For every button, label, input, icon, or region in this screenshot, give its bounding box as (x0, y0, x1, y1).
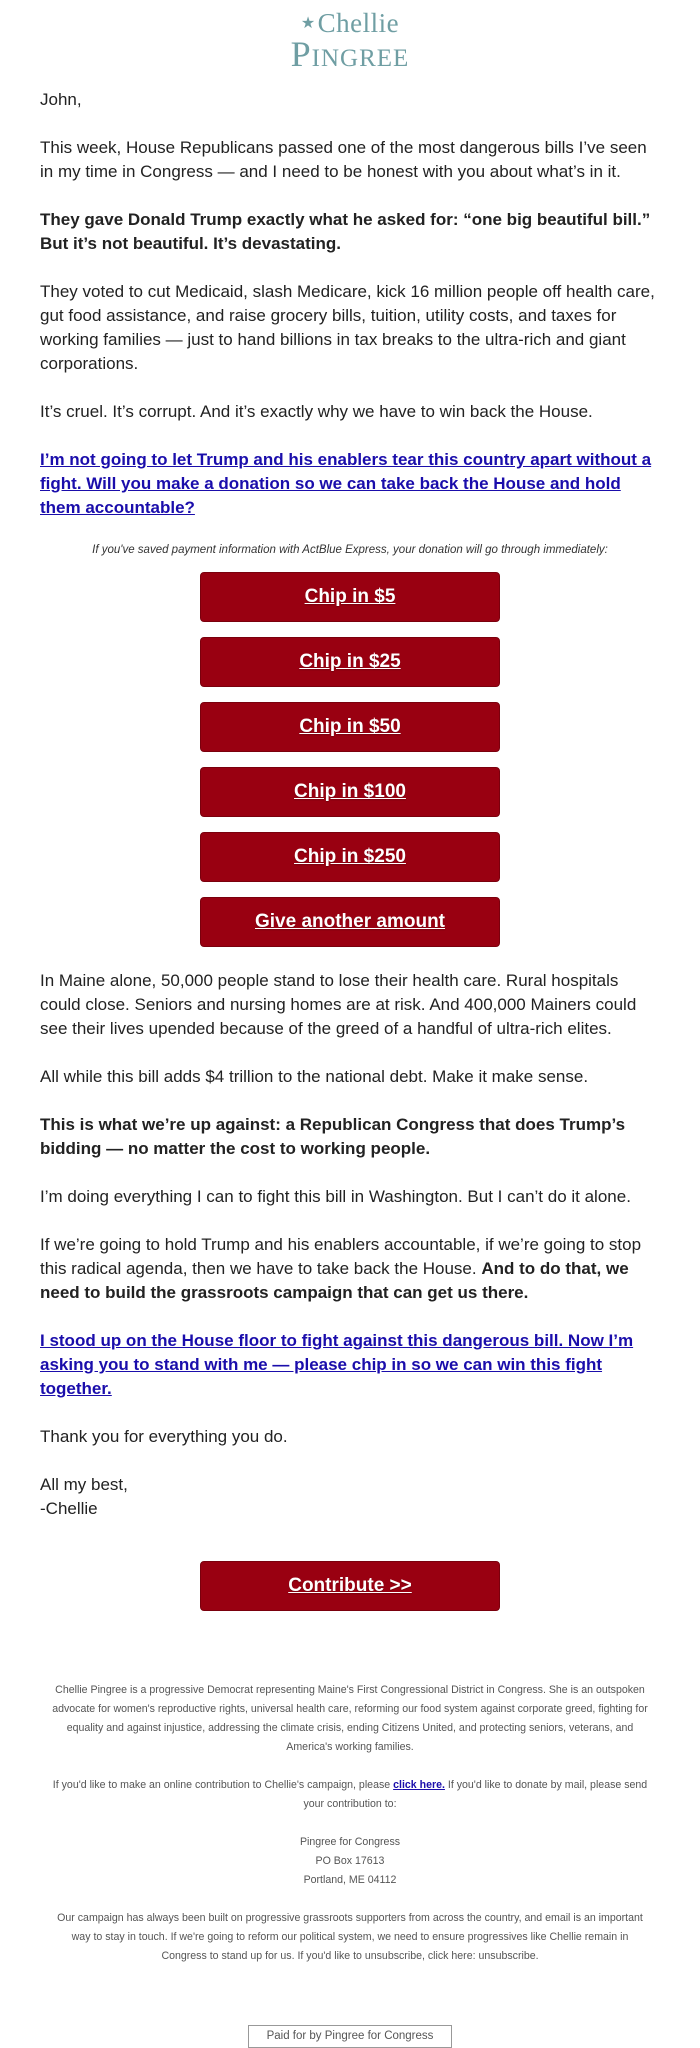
paragraph-8: I’m doing everything I can to fight this bill in Washington. But I can’t do it alone. (40, 1187, 631, 1206)
footer-address (50, 1833, 650, 1890)
paragraph-1: This week, House Republicans passed one of the most dangerous bills I’ve seen in my time in Congress — and I need to be honest with you about what’s in it. (40, 138, 647, 181)
actblue-note: If you've saved payment information with ActBlue Express, your donation will go through immediately: (92, 544, 608, 556)
chip-in-25-button[interactable]: Chip in $25 (200, 637, 500, 687)
signoff-line: All my best, (40, 1475, 128, 1494)
paragraph-2: They gave Donald Trump exactly what he asked for: “one big beautiful bill.” But it’s not beautiful. It’s devastating. (40, 210, 651, 253)
footer-donate (50, 1776, 650, 1814)
footer-donate-pre: If you'd like to make an online contribution to Chellie's campaign, please (52, 1779, 394, 1791)
paragraph-5: In Maine alone, 50,000 people stand to lose their health care. Rural hospitals could close. Seniors and nursing homes are at risk. And 400,000 Mainers could see their lives upended because of the greed of a handful of ultra-rich elites. (40, 971, 637, 1038)
footer-click-here-link[interactable]: click here. (393, 1779, 445, 1791)
footer-grassroots: Our campaign has always been built on progressive grassroots supporters from across the country, and email is an important way to stay in touch. If we're going to reform our political system, we need to ensure progressives like Chellie remain in Congress to stand up for us. If you'd like to unsubscribe, click here: unsubscribe. (57, 1912, 643, 1962)
contribute-button[interactable]: Contribute >> (200, 1561, 500, 1611)
paragraph-3: They voted to cut Medicaid, slash Medicare, kick 16 million people off health care, gut food assistance, and raise grocery bills, tuition, utility costs, and taxes for working families — just to hand billions in tax breaks to the ultra-rich and giant corporations. (40, 282, 655, 373)
footer-donate-post: If you'd like to donate by mail, please send your contribution to: (303, 1779, 648, 1810)
thanks: Thank you for everything you do. (40, 1427, 288, 1446)
paid-for-disclaimer: Paid for by Pingree for Congress (248, 2025, 453, 2048)
paragraph-9-bold: And to do that, we need to build the grassroots campaign that can get us there. (40, 1259, 629, 1302)
paragraph-9-text: If we’re going to hold Trump and his enablers accountable, if we’re going to stop this radical agenda, then we have to take back the House. (40, 1235, 642, 1278)
address-line-3: Portland, ME 04112 (303, 1874, 397, 1886)
paragraph-6: All while this bill adds $4 trillion to the national debt. Make it make sense. (40, 1067, 589, 1086)
address-line-1: Pingree for Congress (299, 1836, 401, 1848)
donation-link-1[interactable]: I’m not going to let Trump and his enablers tear this country apart without a fight. Will you make a donation so we can take back the House and hold them accountable? (40, 450, 652, 517)
chip-in-250-button[interactable]: Chip in $250 (200, 832, 500, 882)
signoff (40, 1473, 660, 1521)
donation-link-2[interactable]: I stood up on the House floor to fight against this dangerous bill. Now I’m asking you to stand with me — please chip in so we can win this fight together. (40, 1331, 634, 1398)
chip-in-50-button[interactable]: Chip in $50 (200, 702, 500, 752)
chip-in-5-button[interactable]: Chip in $5 (200, 572, 500, 622)
logo-bottom-text: Pingree (290, 34, 410, 74)
email-body (40, 0, 660, 2048)
greeting: John, (40, 90, 82, 109)
logo-top-text: Chellie (317, 8, 400, 38)
donation-link-paragraph (40, 448, 660, 520)
footer (40, 1681, 660, 2048)
donation-link-paragraph-2 (40, 1329, 660, 1401)
footer-about: Chellie Pingree is a progressive Democrat representing Maine's First Congressional District in Congress. She is an outspoken advocate for women's reproductive rights, universal health care, reforming our food system against corporate greed, fighting for equality and against injustice, addressing the climate crisis, ending Citizens United, and protecting seniors, veterans, and America's working families. (52, 1684, 648, 1753)
chellie-pingree-logo (40, 0, 660, 74)
paragraph-9 (40, 1233, 660, 1305)
star-icon: ★ (300, 15, 316, 32)
give-another-amount-button[interactable]: Give another amount (200, 897, 500, 947)
chip-in-100-button[interactable]: Chip in $100 (200, 767, 500, 817)
paragraph-7: This is what we’re up against: a Republican Congress that does Trump’s bidding — no matter the cost to working people. (40, 1115, 626, 1158)
paragraph-4: It’s cruel. It’s corrupt. And it’s exactly why we have to win back the House. (40, 402, 593, 421)
signature: -Chellie (40, 1499, 98, 1518)
address-line-2: PO Box 17613 (315, 1855, 385, 1867)
